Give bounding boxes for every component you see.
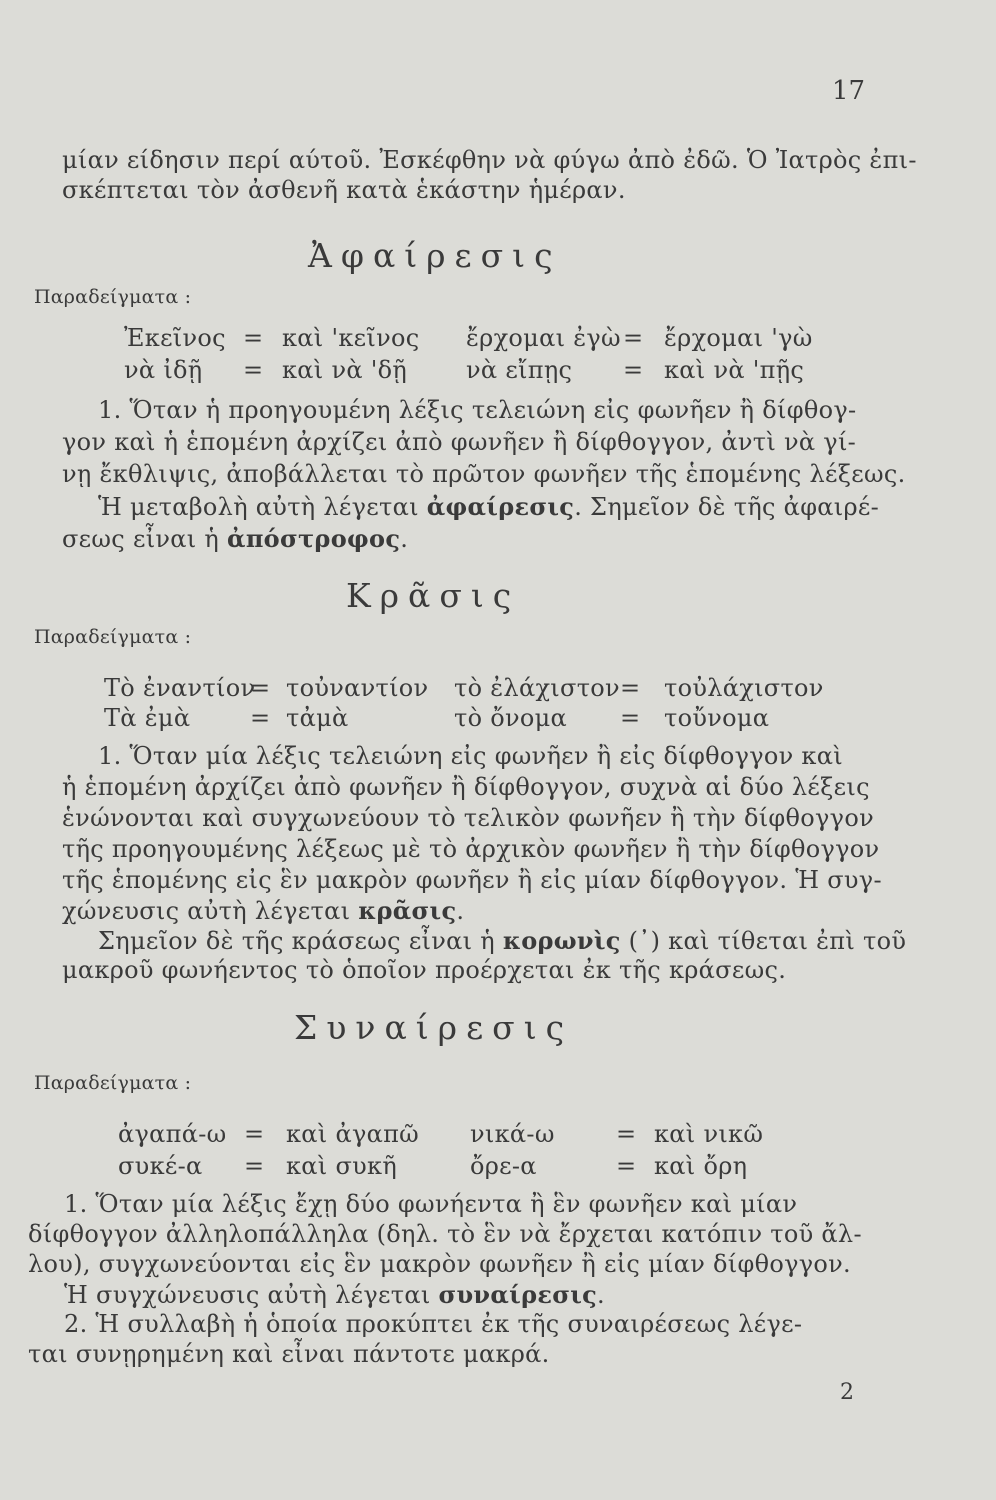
term-definition-line: Ἡ συγχώνευσις αὐτὴ λέγεται συναίρεσις. bbox=[64, 1280, 605, 1309]
section-heading-aphairesis: Ἀφαίρεσις bbox=[308, 236, 562, 275]
example-cell: Τὸ ἐναντίον bbox=[104, 674, 256, 702]
example-cell: τὸ ὄνομα bbox=[454, 704, 568, 732]
example-cell: τοὔνομα bbox=[664, 704, 770, 732]
paragraph-line: νῃ ἔκθλιψις, ἀποβάλλεται τὸ πρῶτον φωνῆεν τῆς ἑπομένης λέξεως. bbox=[62, 460, 906, 488]
term-koronis: κορωνὶς bbox=[502, 926, 621, 955]
example-cell: νὰ εἴπῃς bbox=[466, 356, 573, 384]
sign-definition-line: σεως εἶναι ἡ ἀπόστροφος. bbox=[62, 524, 409, 553]
paragraph-line: μακροῦ φωνήεντος τὸ ὁποῖον προέρχεται ἐκ τῆς κράσεως. bbox=[62, 956, 787, 984]
example-cell: Τὰ ἐμὰ bbox=[104, 704, 191, 732]
paragraph-line: ἑνώνονται καὶ συγχωνεύουν τὸ τελικὸν φωνῆεν ἢ τὴν δίφθογγον bbox=[62, 804, 874, 832]
example-cell: τοὐλάχιστον bbox=[664, 674, 824, 702]
example-equals: = bbox=[623, 356, 644, 384]
examples-label: Παραδείγματα : bbox=[34, 1072, 192, 1094]
term-definition-line: Ἡ μεταβολὴ αὐτὴ λέγεται ἀφαίρεσις. Σημεῖον δὲ τῆς ἀφαιρέ- bbox=[98, 492, 880, 521]
term-apostrophos: ἀπόστροφος bbox=[227, 524, 401, 553]
example-cell: νὰ ἰδῇ bbox=[124, 356, 203, 384]
paragraph-line: ται συνῃρημένη καὶ εἶναι πάντοτε μακρά. bbox=[28, 1340, 550, 1368]
example-cell: ἔρχομαι ἐγὼ bbox=[466, 324, 621, 352]
intro-line-2: σκέπτεται τὸν ἀσθενῆ κατὰ ἑκάστην ἡμέραν. bbox=[62, 176, 626, 204]
example-equals: = bbox=[244, 1120, 265, 1148]
paragraph-line: γον καὶ ἡ ἑπομένη ἀρχίζει ἀπὸ φωνῆεν ἢ δίφθογγον, ἀντὶ νὰ γί- bbox=[62, 428, 857, 456]
example-equals: = bbox=[250, 674, 271, 702]
paragraph-line: τῆς προηγουμένης λέξεως μὲ τὸ ἀρχικὸν φωνῆεν ἢ τὴν δίφθογγον bbox=[62, 835, 880, 863]
example-cell: καὶ ἀγαπῶ bbox=[286, 1120, 420, 1148]
example-cell: καὶ ὄρη bbox=[654, 1152, 748, 1180]
paragraph-line: ἡ ἑπομένη ἀρχίζει ἀπὸ φωνῆεν ἢ δίφθογγον, συχνὰ αἱ δύο λέξεις bbox=[62, 773, 870, 801]
example-equals: = bbox=[616, 1120, 637, 1148]
intro-line-1: μίαν είδησιν περί αύτοῦ. Ἐσκέφθην νὰ φύγω ἀπὸ ἐδῶ. Ὁ Ἰατρὸς ἐπι- bbox=[62, 146, 917, 174]
example-equals: = bbox=[244, 1152, 265, 1180]
example-equals: = bbox=[250, 704, 271, 732]
paragraph-line: 2. Ἡ συλλαβὴ ἡ ὁποία προκύπτει ἐκ τῆς συναιρέσεως λέγε- bbox=[64, 1310, 803, 1338]
example-equals: = bbox=[616, 1152, 637, 1180]
section-heading-krasis: Κρᾶσις bbox=[346, 576, 521, 615]
example-cell: καὶ 'κεῖνος bbox=[282, 324, 420, 352]
example-cell: ἀγαπά-ω bbox=[118, 1120, 227, 1148]
example-cell: Ἐκεῖνος bbox=[124, 324, 226, 352]
example-cell: τὸ ἐλάχιστον bbox=[454, 674, 620, 702]
example-cell: καὶ νικῶ bbox=[654, 1120, 764, 1148]
page-number: 17 bbox=[832, 76, 866, 106]
examples-label: Παραδείγματα : bbox=[34, 626, 192, 648]
examples-label: Παραδείγματα : bbox=[34, 286, 192, 308]
example-cell: καὶ συκῆ bbox=[286, 1152, 397, 1180]
term-definition-line: χώνευσις αὐτὴ λέγεται κρᾶσις. bbox=[62, 896, 465, 925]
example-equals: = bbox=[623, 324, 644, 352]
example-cell: καὶ νὰ 'πῇς bbox=[664, 356, 805, 384]
example-cell: τοὐναντίον bbox=[286, 674, 429, 702]
example-cell: ἔρχομαι 'γὼ bbox=[664, 324, 813, 352]
signature-mark: 2 bbox=[840, 1380, 854, 1405]
paragraph-line: δίφθογγον ἀλληλοπάλληλα (δηλ. τὸ ἓν νὰ ἔρχεται κατόπιν τοῦ ἄλ- bbox=[28, 1220, 862, 1248]
example-cell: καὶ νὰ 'δῇ bbox=[282, 356, 408, 384]
example-equals: = bbox=[243, 356, 264, 384]
example-cell: τἀμὰ bbox=[286, 704, 349, 732]
sign-definition-line: Σημεῖον δὲ τῆς κράσεως εἶναι ἡ κορωνὶς (᾽) καὶ τίθεται ἐπὶ τοῦ bbox=[98, 926, 907, 955]
term-synairesis: συναίρεσις bbox=[438, 1280, 598, 1309]
example-equals: = bbox=[620, 704, 641, 732]
paragraph-line: λου), συγχωνεύονται εἰς ἓν μακρὸν φωνῆεν ἢ εἰς μίαν δίφθογγον. bbox=[28, 1250, 851, 1278]
paragraph-line: 1. Ὅταν μία λέξις τελειώνη εἰς φωνῆεν ἢ εἰς δίφθογγον καὶ bbox=[98, 742, 843, 770]
section-heading-synairesis: Συναίρεσις bbox=[294, 1008, 574, 1047]
example-cell: συκέ-α bbox=[118, 1152, 203, 1180]
example-equals: = bbox=[620, 674, 641, 702]
term-aphairesis: ἀφαίρεσις bbox=[426, 492, 575, 521]
example-equals: = bbox=[243, 324, 264, 352]
paragraph-line: τῆς ἑπομένης εἰς ἓν μακρὸν φωνῆεν ἢ εἰς μίαν δίφθογγον. Ἡ συγ- bbox=[62, 866, 882, 894]
example-cell: ὄρε-α bbox=[470, 1152, 537, 1180]
paragraph-line: 1. Ὅταν μία λέξις ἔχῃ δύο φωνήεντα ἢ ἓν φωνῆεν καὶ μίαν bbox=[64, 1190, 798, 1218]
example-cell: νικά-ω bbox=[470, 1120, 555, 1148]
term-krasis: κρᾶσις bbox=[358, 896, 457, 925]
paragraph-line: 1. Ὅταν ἡ προηγουμένη λέξις τελειώνη εἰς φωνῆεν ἢ δίφθογ- bbox=[98, 396, 857, 424]
